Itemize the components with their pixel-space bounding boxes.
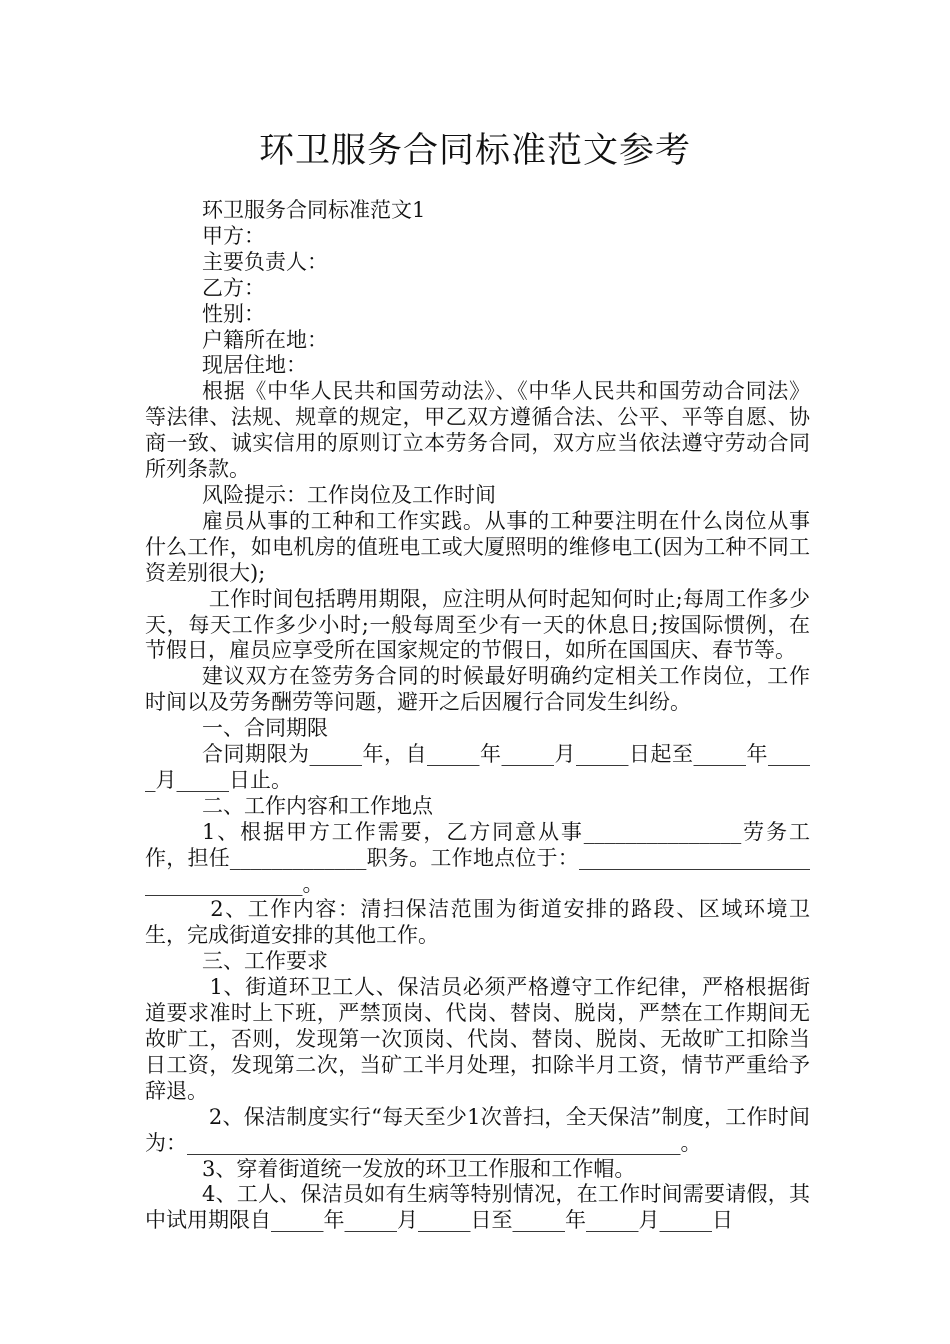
discipline-paragraph: 1、街道环卫工人、保洁员必须严格遵守工作纪律，严格根据街道要求准时上下班，严禁顶岗、代岗、替岗、脱岗，严禁在工作期间无故旷工，否则，发现第一次顶岗、代岗、替岗、脱岗、无故旷工扣除当日工资，发现第二次，当矿工半月处理，扣除半月工资，情节严重给予辞退。 [145,975,811,1103]
document-body [145,198,810,1234]
cleaning-system-paragraph: 2、保洁制度实行“每天至少1次普扫，全天保洁”制度，工作时间为：_______________________________________________。 [145,1104,810,1155]
current-residence-field: 现居住地： [202,353,307,378]
household-registration-field: 户籍所在地： [202,327,328,352]
section-heading-content-location: 二、工作内容和工作地点 [202,793,433,818]
principal-field: 主要负责人： [202,249,328,274]
preamble-paragraph: 根据《中华人民共和国劳动法》、《中华人民共和国劳动合同法》等法律、法规、规章的规定，甲乙双方遵循合法、公平、平等自愿、协商一致、诚实信用的原则订立本劳务合同，双方应当依法遵守劳动合同所列条款。 [145,379,810,482]
uniform-paragraph: 3、穿着街道统一发放的环卫工作服和工作帽。 [202,1156,636,1181]
gender-field: 性别： [202,301,265,326]
contract-term-paragraph: 合同期限为_____年，自_____年_____月_____日起至_____年_____月_____日止。 [145,742,810,792]
party-a-field: 甲方： [202,223,265,248]
work-content-paragraph: 2、工作内容：清扫保洁范围为街道安排的路段、区域环境卫生，完成街道安排的其他工作。 [145,897,810,948]
contract-subtitle: 环卫服务合同标准范文1 [202,198,426,222]
leave-paragraph: 4、工人、保洁员如有生病等特别情况，在工作时间需要请假，其中试用期限自_____年_____月_____日至_____年_____月_____日 [145,1182,810,1233]
party-b-field: 乙方： [202,275,265,300]
work-assignment-paragraph: 1、根据甲方工作需要，乙方同意从事_______________劳务工作，担任_____________职务。工作地点位于：_____________________________________。 [145,819,810,896]
working-time-paragraph: 工作时间包括聘用期限，应注明从何时起知何时止;每周工作多少天，每天工作多少小时;一般每周至少有一天的休息日;按国际惯例，在节假日，雇员应享受所在国家规定的节假日，如所在国国庆、春节等。 [145,586,810,663]
document-title: 环卫服务合同标准范文参考 [258,131,691,171]
suggestion-paragraph: 建议双方在签劳务合同的时候最好明确约定相关工作岗位，工作时间以及劳务酬劳等问题，避开之后因履行合同发生纠纷。 [145,664,810,715]
section-heading-requirements: 三、工作要求 [202,949,328,974]
section-heading-term: 一、合同期限 [202,716,328,741]
job-type-paragraph: 雇员从事的工种和工作实践。从事的工种要注明在什么岗位从事什么工作，如电机房的值班电工或大厦照明的维修电工(因为工种不同工资差别很大); [145,508,810,585]
risk-notice-heading: 风险提示：工作岗位及工作时间 [202,482,496,507]
